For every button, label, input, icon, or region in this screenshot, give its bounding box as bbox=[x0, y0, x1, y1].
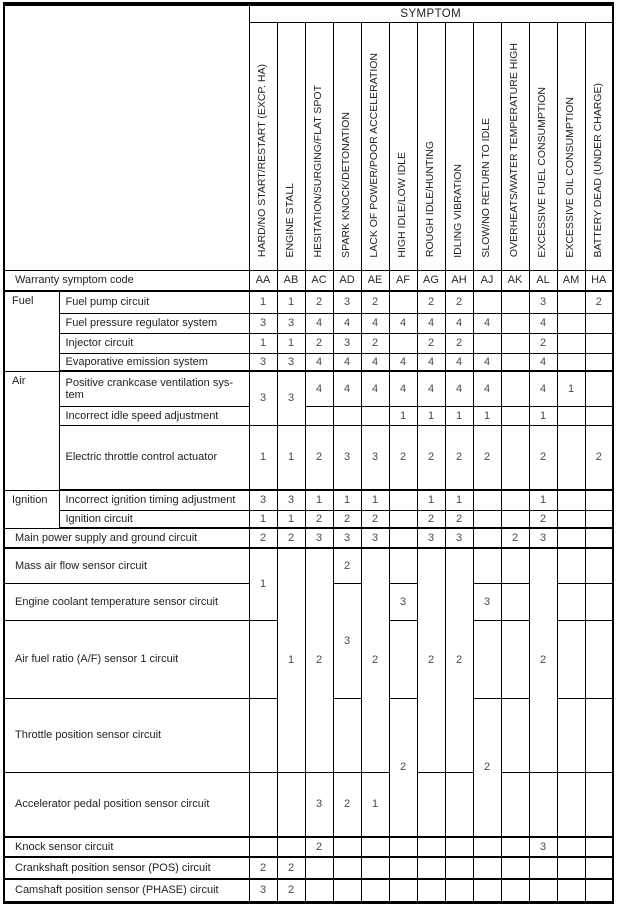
cell-fuel_pump-AG: 2 bbox=[417, 291, 445, 313]
row-label-tps: Throttle position sensor circuit bbox=[4, 698, 249, 772]
cell-eta-AJ: 2 bbox=[473, 425, 501, 490]
empty-cell bbox=[389, 879, 417, 902]
empty-cell bbox=[333, 879, 361, 902]
cell-eta-AL: 2 bbox=[529, 425, 557, 490]
cell-maf-AH: 2 bbox=[445, 548, 473, 772]
cell-tps-AJ: 2 bbox=[473, 698, 501, 837]
cell-ign_circuit-AE: 2 bbox=[361, 510, 389, 528]
cell-evap-AH: 4 bbox=[445, 353, 473, 371]
cell-eta-AC: 2 bbox=[305, 425, 333, 490]
col-header-AM-label: EXCESSIVE OIL CONSUMPTION bbox=[564, 96, 577, 258]
col-header-AA-label: HARD/NO START/RESTART (EXCP. HA) bbox=[256, 64, 269, 258]
empty-cell bbox=[277, 772, 305, 837]
row-ign-timing bbox=[4, 490, 613, 510]
code-AF: AF bbox=[389, 270, 417, 291]
code-AL: AL bbox=[529, 270, 557, 291]
col-header-AA bbox=[249, 22, 277, 270]
col-header-AC bbox=[305, 22, 333, 270]
cell-eta-AD: 3 bbox=[333, 425, 361, 490]
empty-cell bbox=[585, 353, 613, 371]
empty-cell bbox=[557, 353, 585, 371]
empty-cell bbox=[361, 857, 389, 879]
code-AE: AE bbox=[361, 270, 389, 291]
code-AH: AH bbox=[445, 270, 473, 291]
empty-cell bbox=[473, 857, 501, 879]
cell-maf-AB: 1 bbox=[277, 548, 305, 772]
empty-cell bbox=[529, 857, 557, 879]
code-AM: AM bbox=[557, 270, 585, 291]
cell-fuel_pressure-AJ: 4 bbox=[473, 313, 501, 333]
cell-pcv-AH: 4 bbox=[445, 371, 473, 406]
col-header-AL bbox=[529, 22, 557, 270]
cell-ign_timing-AA: 3 bbox=[249, 490, 277, 510]
empty-cell bbox=[333, 857, 361, 879]
empty-cell bbox=[585, 857, 613, 879]
empty-cell bbox=[501, 490, 529, 510]
cell-fuel_pump-AL: 3 bbox=[529, 291, 557, 313]
cell-fuel_pressure-AF: 4 bbox=[389, 313, 417, 333]
cell-idle-AG: 1 bbox=[417, 406, 445, 425]
cell-fuel_pump-HA: 2 bbox=[585, 291, 613, 313]
empty-cell bbox=[557, 528, 585, 548]
row-knock bbox=[4, 837, 613, 857]
empty-cell bbox=[557, 548, 585, 583]
col-header-AD bbox=[333, 22, 361, 270]
cell-main_power-AD: 3 bbox=[333, 528, 361, 548]
cell-ign_timing-AD: 1 bbox=[333, 490, 361, 510]
empty-cell bbox=[445, 837, 473, 857]
cell-ect-AF: 3 bbox=[389, 583, 417, 620]
code-AK: AK bbox=[501, 270, 529, 291]
row-label-warranty: Warranty symptom code bbox=[4, 270, 249, 291]
empty-cell bbox=[473, 879, 501, 902]
empty-cell bbox=[557, 291, 585, 313]
col-header-AE bbox=[361, 22, 389, 270]
empty-cell bbox=[585, 772, 613, 837]
cell-fuel_pressure-AC: 4 bbox=[305, 313, 333, 333]
cell-idle-AF: 1 bbox=[389, 406, 417, 425]
pcv-label-line1: Positive crankcase ventilation sys- bbox=[65, 376, 234, 389]
cell-fuel_pressure-AA: 3 bbox=[249, 313, 277, 333]
row-label-fuel-pump: Fuel pump circuit bbox=[59, 291, 249, 313]
empty-cell bbox=[417, 837, 445, 857]
empty-cell bbox=[249, 620, 277, 698]
cell-evap-AB: 3 bbox=[277, 353, 305, 371]
cell-main_power-AK: 2 bbox=[501, 528, 529, 548]
cell-pcv-AF: 4 bbox=[389, 371, 417, 406]
empty-cell bbox=[585, 698, 613, 772]
empty-cell bbox=[501, 353, 529, 371]
symptom-header: SYMPTOM bbox=[249, 4, 613, 22]
row-throttle-actuator bbox=[4, 425, 613, 490]
row-label-ign-circuit: Ignition circuit bbox=[59, 510, 249, 528]
empty-cell bbox=[585, 490, 613, 510]
empty-cell bbox=[585, 371, 613, 406]
empty-cell bbox=[361, 406, 389, 425]
empty-cell bbox=[585, 879, 613, 902]
cell-pcv-AM: 1 bbox=[557, 371, 585, 406]
empty-cell bbox=[557, 406, 585, 425]
empty-cell bbox=[389, 857, 417, 879]
cell-fuel_pump-AC: 2 bbox=[305, 291, 333, 313]
empty-cell bbox=[501, 620, 529, 698]
empty-cell bbox=[501, 425, 529, 490]
empty-cell bbox=[557, 879, 585, 902]
row-label-ect: Engine coolant temperature sensor circuit bbox=[4, 583, 249, 620]
cell-evap-AA: 3 bbox=[249, 353, 277, 371]
cell-eta-HA: 2 bbox=[585, 425, 613, 490]
empty-cell bbox=[389, 548, 417, 583]
empty-cell bbox=[333, 406, 361, 425]
col-header-AC-label: HESITATION/SURGING/FLAT SPOT bbox=[312, 85, 325, 258]
row-label-injector: Injector circuit bbox=[59, 333, 249, 353]
empty-cell bbox=[529, 772, 557, 837]
empty-cell bbox=[501, 371, 529, 406]
empty-cell bbox=[557, 583, 585, 620]
cell-fuel_pump-AE: 2 bbox=[361, 291, 389, 313]
cell-injector-AH: 2 bbox=[445, 333, 473, 353]
col-header-HA bbox=[585, 22, 613, 270]
cell-fuel_pressure-AG: 4 bbox=[417, 313, 445, 333]
cell-knock-AC: 2 bbox=[305, 837, 333, 857]
empty-cell bbox=[501, 879, 529, 902]
cell-pcv-AL: 4 bbox=[529, 371, 557, 406]
empty-cell bbox=[473, 490, 501, 510]
cell-injector-AA: 1 bbox=[249, 333, 277, 353]
row-label-evap: Evaporative emission system bbox=[59, 353, 249, 371]
row-label-maf: Mass air flow sensor circuit bbox=[4, 548, 249, 583]
symptom-matrix-table bbox=[3, 2, 614, 904]
empty-cell bbox=[473, 528, 501, 548]
cell-eta-AA: 1 bbox=[249, 425, 277, 490]
empty-cell bbox=[277, 837, 305, 857]
cell-ign_timing-AB: 3 bbox=[277, 490, 305, 510]
empty-cell bbox=[389, 291, 417, 313]
row-label-pcv bbox=[59, 371, 249, 406]
col-header-AK-label: OVERHEATS/WATER TEMPERATURE HIGH bbox=[508, 43, 521, 258]
cell-main_power-AH: 3 bbox=[445, 528, 473, 548]
col-header-AM bbox=[557, 22, 585, 270]
cell-fuel_pump-AA: 1 bbox=[249, 291, 277, 313]
row-ign-circuit bbox=[4, 510, 613, 528]
empty-cell bbox=[585, 333, 613, 353]
cell-fuel_pressure-AL: 4 bbox=[529, 313, 557, 333]
cell-ign_timing-AL: 1 bbox=[529, 490, 557, 510]
row-label-fuel-pressure: Fuel pressure regulator system bbox=[59, 313, 249, 333]
empty-cell bbox=[501, 857, 529, 879]
cell-ign_circuit-AG: 2 bbox=[417, 510, 445, 528]
group-label-fuel: Fuel bbox=[4, 291, 59, 371]
col-header-AB-label: ENGINE STALL bbox=[284, 183, 297, 258]
group-label-air: Air bbox=[4, 371, 59, 490]
cell-main_power-AB: 2 bbox=[277, 528, 305, 548]
cell-knock-AL: 3 bbox=[529, 837, 557, 857]
cell-ign_timing-AC: 1 bbox=[305, 490, 333, 510]
cell-cmp-AA: 3 bbox=[249, 879, 277, 902]
col-header-AJ bbox=[473, 22, 501, 270]
cell-pcv-AE: 4 bbox=[361, 371, 389, 406]
code-AD: AD bbox=[333, 270, 361, 291]
empty-cell bbox=[333, 698, 361, 772]
cell-ign_timing-AG: 1 bbox=[417, 490, 445, 510]
empty-cell bbox=[557, 857, 585, 879]
row-label-app: Accelerator pedal position sensor circuit bbox=[4, 772, 249, 837]
empty-cell bbox=[473, 548, 501, 583]
col-header-AK bbox=[501, 22, 529, 270]
empty-cell bbox=[585, 583, 613, 620]
empty-cell bbox=[557, 510, 585, 528]
row-pcv bbox=[4, 371, 613, 406]
row-label-knock: Knock sensor circuit bbox=[4, 837, 249, 857]
code-AG: AG bbox=[417, 270, 445, 291]
empty-cell bbox=[585, 620, 613, 698]
cell-injector-AD: 3 bbox=[333, 333, 361, 353]
cell-eta-AB: 1 bbox=[277, 425, 305, 490]
cell-pcv-AJ: 4 bbox=[473, 371, 501, 406]
cell-injector-AC: 2 bbox=[305, 333, 333, 353]
col-header-AG-label: ROUGH IDLE/HUNTING bbox=[424, 141, 437, 258]
row-fuel-pump bbox=[4, 291, 613, 313]
corner-cell bbox=[4, 4, 249, 270]
empty-cell bbox=[305, 857, 333, 879]
cell-ckp-AA: 2 bbox=[249, 857, 277, 879]
empty-cell bbox=[249, 837, 277, 857]
empty-cell bbox=[501, 583, 529, 620]
empty-cell bbox=[249, 698, 277, 772]
group-label-ignition: Ignition bbox=[4, 490, 59, 528]
cell-eta-AH: 2 bbox=[445, 425, 473, 490]
empty-cell bbox=[501, 333, 529, 353]
code-HA: HA bbox=[585, 270, 613, 291]
empty-cell bbox=[501, 510, 529, 528]
row-label-idle-adjust: Incorrect idle speed adjustment bbox=[59, 406, 249, 425]
pcv-label-line2: tem bbox=[65, 388, 84, 401]
cell-evap-AL: 4 bbox=[529, 353, 557, 371]
empty-cell bbox=[389, 490, 417, 510]
row-idle-adjust bbox=[4, 406, 613, 425]
empty-cell bbox=[557, 772, 585, 837]
cell-pcv-AD: 4 bbox=[333, 371, 361, 406]
col-header-AE-label: LACK OF POWER/POOR ACCELERATION bbox=[368, 52, 381, 258]
empty-cell bbox=[445, 772, 473, 837]
cell-ckp-AB: 2 bbox=[277, 857, 305, 879]
code-AA: AA bbox=[249, 270, 277, 291]
row-label-throttle-actuator: Electric throttle control actuator bbox=[59, 425, 249, 490]
empty-cell bbox=[585, 528, 613, 548]
cell-idle-AL: 1 bbox=[529, 406, 557, 425]
cell-maf-AC: 2 bbox=[305, 548, 333, 772]
row-label-main-power: Main power supply and ground circuit bbox=[4, 528, 249, 548]
cell-main_power-AE: 3 bbox=[361, 528, 389, 548]
row-app bbox=[4, 772, 613, 837]
empty-cell bbox=[389, 837, 417, 857]
empty-cell bbox=[361, 837, 389, 857]
empty-cell bbox=[501, 698, 529, 772]
cell-evap-AE: 4 bbox=[361, 353, 389, 371]
col-header-AD-label: SPARK KNOCK/DETONATION bbox=[340, 111, 353, 258]
empty-cell bbox=[473, 837, 501, 857]
cell-evap-AG: 4 bbox=[417, 353, 445, 371]
empty-cell bbox=[473, 510, 501, 528]
row-cmp bbox=[4, 879, 613, 902]
cell-app-AE: 1 bbox=[361, 772, 389, 837]
cell-injector-AG: 2 bbox=[417, 333, 445, 353]
cell-maf-AG: 2 bbox=[417, 548, 445, 772]
empty-cell bbox=[445, 879, 473, 902]
empty-cell bbox=[557, 313, 585, 333]
cell-fuel_pressure-AB: 3 bbox=[277, 313, 305, 333]
cell-eta-AE: 3 bbox=[361, 425, 389, 490]
cell-fuel_pump-AD: 3 bbox=[333, 291, 361, 313]
empty-cell bbox=[585, 837, 613, 857]
cell-fuel_pressure-AD: 4 bbox=[333, 313, 361, 333]
cell-main_power-AG: 3 bbox=[417, 528, 445, 548]
cell-ign_circuit-AA: 1 bbox=[249, 510, 277, 528]
col-header-AH-label: IDLING VIBRATION bbox=[452, 163, 465, 258]
empty-cell bbox=[501, 772, 529, 837]
row-label-afr: Air fuel ratio (A/F) sensor 1 circuit bbox=[4, 620, 249, 698]
empty-cell bbox=[529, 879, 557, 902]
col-header-AH bbox=[445, 22, 473, 270]
cell-tps-AF: 2 bbox=[389, 698, 417, 837]
cell-evap-AC: 4 bbox=[305, 353, 333, 371]
empty-cell bbox=[585, 313, 613, 333]
cell-fuel_pressure-AH: 4 bbox=[445, 313, 473, 333]
empty-cell bbox=[557, 490, 585, 510]
empty-cell bbox=[557, 425, 585, 490]
empty-cell bbox=[417, 879, 445, 902]
cell-injector-AE: 2 bbox=[361, 333, 389, 353]
row-label-ign-timing: Incorrect ignition timing adjustment bbox=[59, 490, 249, 510]
cell-ign_timing-AH: 1 bbox=[445, 490, 473, 510]
cell-app-AC: 3 bbox=[305, 772, 333, 837]
code-AC: AC bbox=[305, 270, 333, 291]
empty-cell bbox=[249, 772, 277, 837]
col-header-AB bbox=[277, 22, 305, 270]
row-label-ckp: Crankshaft position sensor (POS) circuit bbox=[4, 857, 249, 879]
cell-maf-AD: 2 bbox=[333, 548, 361, 583]
cell-injector-AB: 1 bbox=[277, 333, 305, 353]
cell-pcv-AB: 3 bbox=[277, 371, 305, 425]
cell-fuel_pump-AB: 1 bbox=[277, 291, 305, 313]
empty-cell bbox=[557, 333, 585, 353]
cell-fuel_pump-AH: 2 bbox=[445, 291, 473, 313]
cell-ign_circuit-AB: 1 bbox=[277, 510, 305, 528]
cell-app-AD: 2 bbox=[333, 772, 361, 837]
row-fuel-pressure bbox=[4, 313, 613, 333]
empty-cell bbox=[389, 528, 417, 548]
code-AB: AB bbox=[277, 270, 305, 291]
cell-idle-AJ: 1 bbox=[473, 406, 501, 425]
empty-cell bbox=[473, 620, 501, 698]
col-header-AJ-label: SLOW/NO RETURN TO IDLE bbox=[480, 117, 493, 258]
cell-injector-AL: 2 bbox=[529, 333, 557, 353]
row-maf bbox=[4, 548, 613, 583]
code-AJ: AJ bbox=[473, 270, 501, 291]
cell-main_power-AC: 3 bbox=[305, 528, 333, 548]
cell-main_power-AA: 2 bbox=[249, 528, 277, 548]
cell-ect-AJ: 3 bbox=[473, 583, 501, 620]
cell-ign_circuit-AH: 2 bbox=[445, 510, 473, 528]
row-ckp bbox=[4, 857, 613, 879]
empty-cell bbox=[473, 333, 501, 353]
empty-cell bbox=[361, 879, 389, 902]
empty-cell bbox=[557, 837, 585, 857]
symptom-header-row bbox=[4, 4, 613, 22]
col-header-AL-label: EXCESSIVE FUEL CONSUMPTION bbox=[536, 86, 549, 258]
empty-cell bbox=[305, 406, 333, 425]
empty-cell bbox=[445, 857, 473, 879]
cell-maf-AL: 2 bbox=[529, 548, 557, 772]
empty-cell bbox=[585, 548, 613, 583]
cell-ign_circuit-AC: 2 bbox=[305, 510, 333, 528]
empty-cell bbox=[389, 333, 417, 353]
row-injector bbox=[4, 333, 613, 353]
cell-pcv-AG: 4 bbox=[417, 371, 445, 406]
col-header-HA-label: BATTERY DEAD (UNDER CHARGE) bbox=[592, 83, 605, 258]
empty-cell bbox=[501, 406, 529, 425]
cell-eta-AF: 2 bbox=[389, 425, 417, 490]
empty-cell bbox=[557, 698, 585, 772]
cell-maf-AE: 2 bbox=[361, 548, 389, 772]
cell-ign_circuit-AD: 2 bbox=[333, 510, 361, 528]
cell-evap-AD: 4 bbox=[333, 353, 361, 371]
empty-cell bbox=[417, 857, 445, 879]
cell-evap-AF: 4 bbox=[389, 353, 417, 371]
cell-ign_timing-AE: 1 bbox=[361, 490, 389, 510]
empty-cell bbox=[501, 837, 529, 857]
empty-cell bbox=[557, 620, 585, 698]
empty-cell bbox=[417, 772, 445, 837]
cell-eta-AG: 2 bbox=[417, 425, 445, 490]
empty-cell bbox=[501, 313, 529, 333]
cell-maf-AA: 1 bbox=[249, 548, 277, 620]
empty-cell bbox=[585, 406, 613, 425]
empty-cell bbox=[473, 291, 501, 313]
empty-cell bbox=[305, 879, 333, 902]
cell-pcv-AA: 3 bbox=[249, 371, 277, 425]
cell-idle-AH: 1 bbox=[445, 406, 473, 425]
empty-cell bbox=[389, 620, 417, 698]
row-main-power bbox=[4, 528, 613, 548]
cell-ign_circuit-AL: 2 bbox=[529, 510, 557, 528]
col-header-AG bbox=[417, 22, 445, 270]
empty-cell bbox=[501, 291, 529, 313]
col-header-AF bbox=[389, 22, 417, 270]
cell-cmp-AB: 2 bbox=[277, 879, 305, 902]
cell-pcv-AC: 4 bbox=[305, 371, 333, 406]
cell-evap-AJ: 4 bbox=[473, 353, 501, 371]
empty-cell bbox=[585, 510, 613, 528]
row-label-cmp: Camshaft position sensor (PHASE) circuit bbox=[4, 879, 249, 902]
empty-cell bbox=[389, 510, 417, 528]
cell-ect-AD: 3 bbox=[333, 583, 361, 698]
warranty-code-row bbox=[4, 270, 613, 291]
cell-fuel_pressure-AE: 4 bbox=[361, 313, 389, 333]
empty-cell bbox=[333, 837, 361, 857]
empty-cell bbox=[501, 548, 529, 583]
cell-main_power-AL: 3 bbox=[529, 528, 557, 548]
row-evap bbox=[4, 353, 613, 371]
col-header-AF-label: HIGH IDLE/LOW IDLE bbox=[396, 151, 409, 258]
